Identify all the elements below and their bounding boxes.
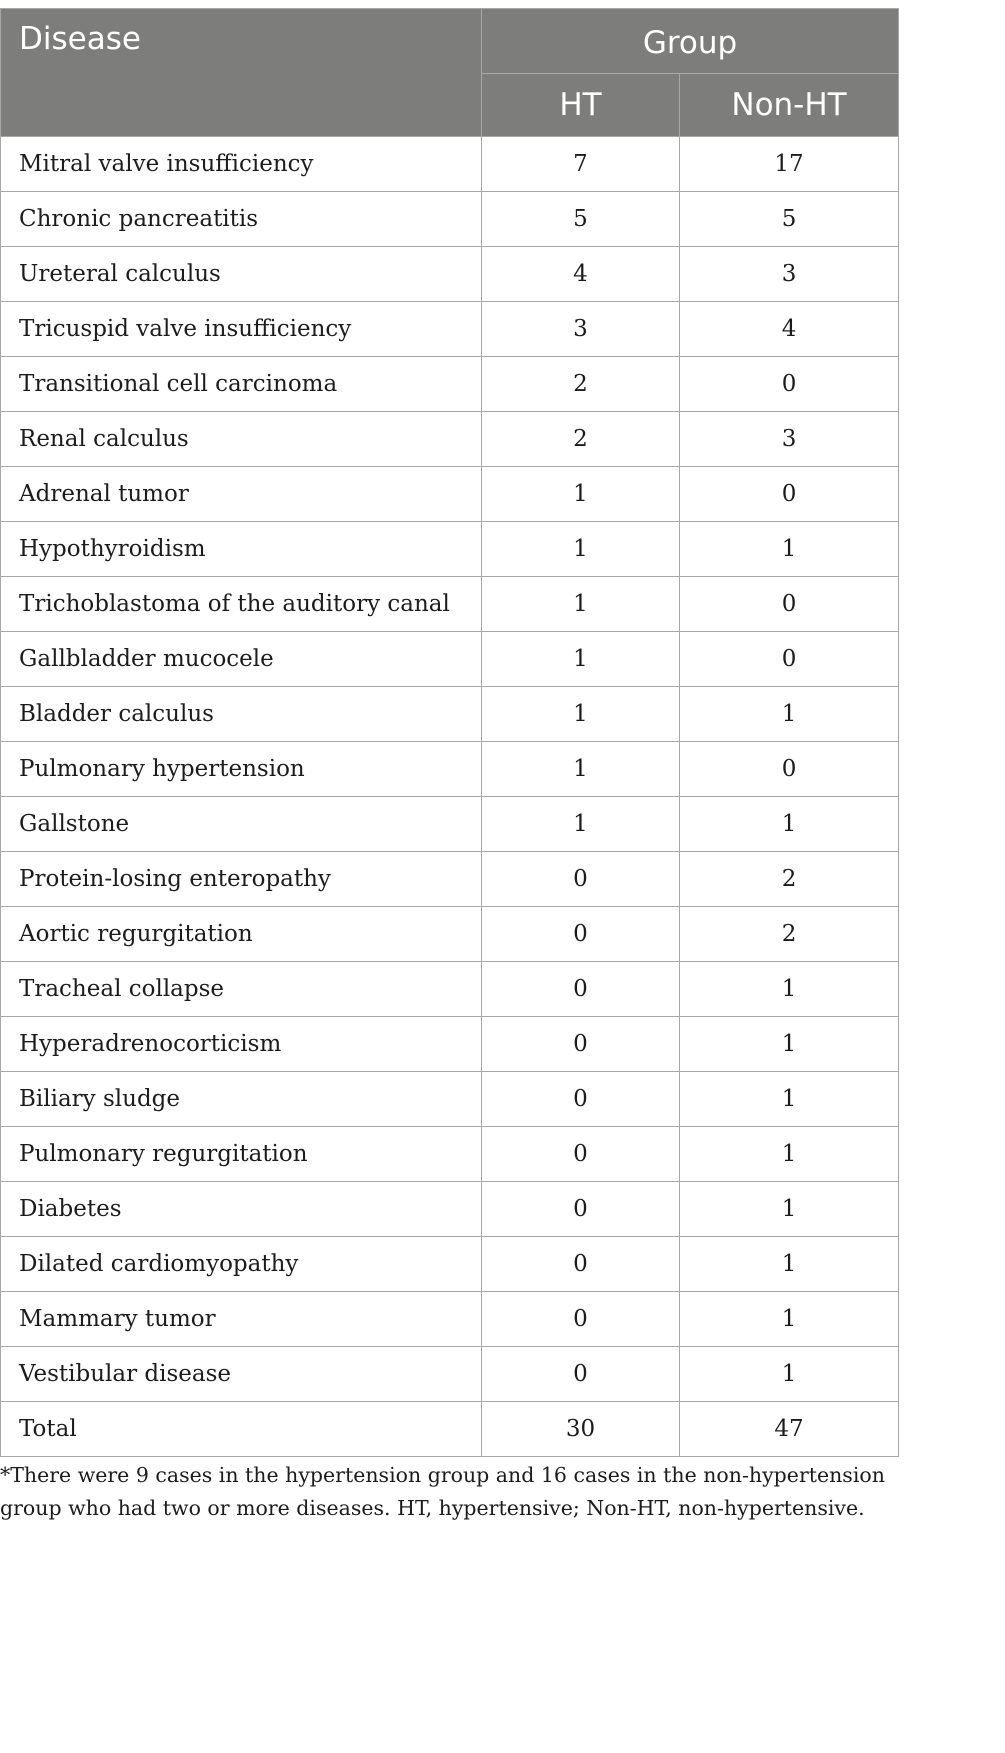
cell-disease: Tracheal collapse — [1, 962, 482, 1017]
cell-non-ht: 47 — [680, 1402, 899, 1457]
cell-non-ht: 1 — [680, 687, 899, 742]
cell-disease: Gallbladder mucocele — [1, 632, 482, 687]
cell-disease: Bladder calculus — [1, 687, 482, 742]
table-row — [1, 632, 899, 687]
table-row — [1, 1237, 899, 1292]
cell-ht: 30 — [482, 1402, 680, 1457]
cell-ht: 0 — [482, 1347, 680, 1402]
cell-disease: Trichoblastoma of the auditory canal — [1, 577, 482, 632]
cell-non-ht: 1 — [680, 1347, 899, 1402]
cell-ht: 5 — [482, 192, 680, 247]
cell-non-ht: 1 — [680, 522, 899, 577]
table-row — [1, 412, 899, 467]
cell-non-ht: 5 — [680, 192, 899, 247]
cell-disease: Hypothyroidism — [1, 522, 482, 577]
table-row — [1, 137, 899, 192]
table-row — [1, 962, 899, 1017]
table-row — [1, 852, 899, 907]
table-row — [1, 1402, 899, 1457]
cell-disease: Gallstone — [1, 797, 482, 852]
cell-non-ht: 1 — [680, 797, 899, 852]
cell-disease: Total — [1, 1402, 482, 1457]
cell-non-ht: 2 — [680, 907, 899, 962]
cell-disease: Chronic pancreatitis — [1, 192, 482, 247]
cell-ht: 3 — [482, 302, 680, 357]
cell-disease: Renal calculus — [1, 412, 482, 467]
cell-ht: 0 — [482, 1237, 680, 1292]
cell-ht: 0 — [482, 852, 680, 907]
cell-non-ht: 1 — [680, 1127, 899, 1182]
cell-disease: Dilated cardiomyopathy — [1, 1237, 482, 1292]
table-row — [1, 797, 899, 852]
cell-ht: 1 — [482, 632, 680, 687]
cell-ht: 4 — [482, 247, 680, 302]
header-row-top — [1, 9, 899, 74]
column-header-ht: HT — [482, 74, 680, 137]
table-row — [1, 1072, 899, 1127]
cell-non-ht: 0 — [680, 357, 899, 412]
table-footnote: *There were 9 cases in the hypertension group and 16 cases in the non-hypertension group who had two or more diseases. HT, hypertensive; Non-HT, non-hypertensive. — [0, 1463, 885, 1520]
cell-non-ht: 0 — [680, 742, 899, 797]
column-header-disease: Disease — [1, 9, 482, 137]
cell-disease: Transitional cell carcinoma — [1, 357, 482, 412]
cell-disease: Aortic regurgitation — [1, 907, 482, 962]
cell-non-ht: 1 — [680, 1017, 899, 1072]
cell-disease: Hyperadrenocorticism — [1, 1017, 482, 1072]
cell-non-ht: 0 — [680, 632, 899, 687]
table-row — [1, 247, 899, 302]
table-header — [1, 9, 899, 137]
cell-disease: Biliary sludge — [1, 1072, 482, 1127]
cell-ht: 2 — [482, 412, 680, 467]
cell-ht: 1 — [482, 467, 680, 522]
cell-ht: 0 — [482, 1127, 680, 1182]
cell-disease: Ureteral calculus — [1, 247, 482, 302]
cell-ht: 1 — [482, 687, 680, 742]
cell-non-ht: 0 — [680, 577, 899, 632]
table-row — [1, 302, 899, 357]
table-row — [1, 742, 899, 797]
cell-ht: 0 — [482, 907, 680, 962]
cell-non-ht: 1 — [680, 1182, 899, 1237]
cell-non-ht: 3 — [680, 247, 899, 302]
cell-non-ht: 1 — [680, 1237, 899, 1292]
table-row — [1, 1292, 899, 1347]
disease-table-container — [0, 8, 898, 1457]
cell-ht: 1 — [482, 577, 680, 632]
disease-table — [0, 8, 899, 1457]
table-row — [1, 357, 899, 412]
cell-non-ht: 0 — [680, 467, 899, 522]
table-row — [1, 1017, 899, 1072]
table-row — [1, 907, 899, 962]
cell-non-ht: 4 — [680, 302, 899, 357]
column-header-non-ht: Non-HT — [680, 74, 899, 137]
cell-disease: Adrenal tumor — [1, 467, 482, 522]
cell-ht: 1 — [482, 742, 680, 797]
cell-disease: Pulmonary regurgitation — [1, 1127, 482, 1182]
table-body — [1, 137, 899, 1457]
cell-ht: 0 — [482, 1017, 680, 1072]
table-row — [1, 687, 899, 742]
cell-ht: 0 — [482, 1072, 680, 1127]
cell-non-ht: 2 — [680, 852, 899, 907]
cell-disease: Mitral valve insufficiency — [1, 137, 482, 192]
cell-ht: 1 — [482, 797, 680, 852]
cell-ht: 0 — [482, 962, 680, 1017]
column-header-group: Group — [482, 9, 899, 74]
cell-disease: Protein-losing enteropathy — [1, 852, 482, 907]
table-row — [1, 577, 899, 632]
table-row — [1, 522, 899, 577]
cell-non-ht: 17 — [680, 137, 899, 192]
cell-disease: Mammary tumor — [1, 1292, 482, 1347]
cell-non-ht: 3 — [680, 412, 899, 467]
table-row — [1, 467, 899, 522]
cell-ht: 1 — [482, 522, 680, 577]
cell-non-ht: 1 — [680, 1072, 899, 1127]
table-row — [1, 1182, 899, 1237]
cell-disease: Pulmonary hypertension — [1, 742, 482, 797]
cell-non-ht: 1 — [680, 1292, 899, 1347]
table-row — [1, 1347, 899, 1402]
cell-ht: 0 — [482, 1292, 680, 1347]
cell-ht: 7 — [482, 137, 680, 192]
cell-disease: Tricuspid valve insufficiency — [1, 302, 482, 357]
cell-ht: 0 — [482, 1182, 680, 1237]
table-row — [1, 1127, 899, 1182]
cell-ht: 2 — [482, 357, 680, 412]
table-row — [1, 192, 899, 247]
cell-disease: Diabetes — [1, 1182, 482, 1237]
cell-disease: Vestibular disease — [1, 1347, 482, 1402]
cell-non-ht: 1 — [680, 962, 899, 1017]
